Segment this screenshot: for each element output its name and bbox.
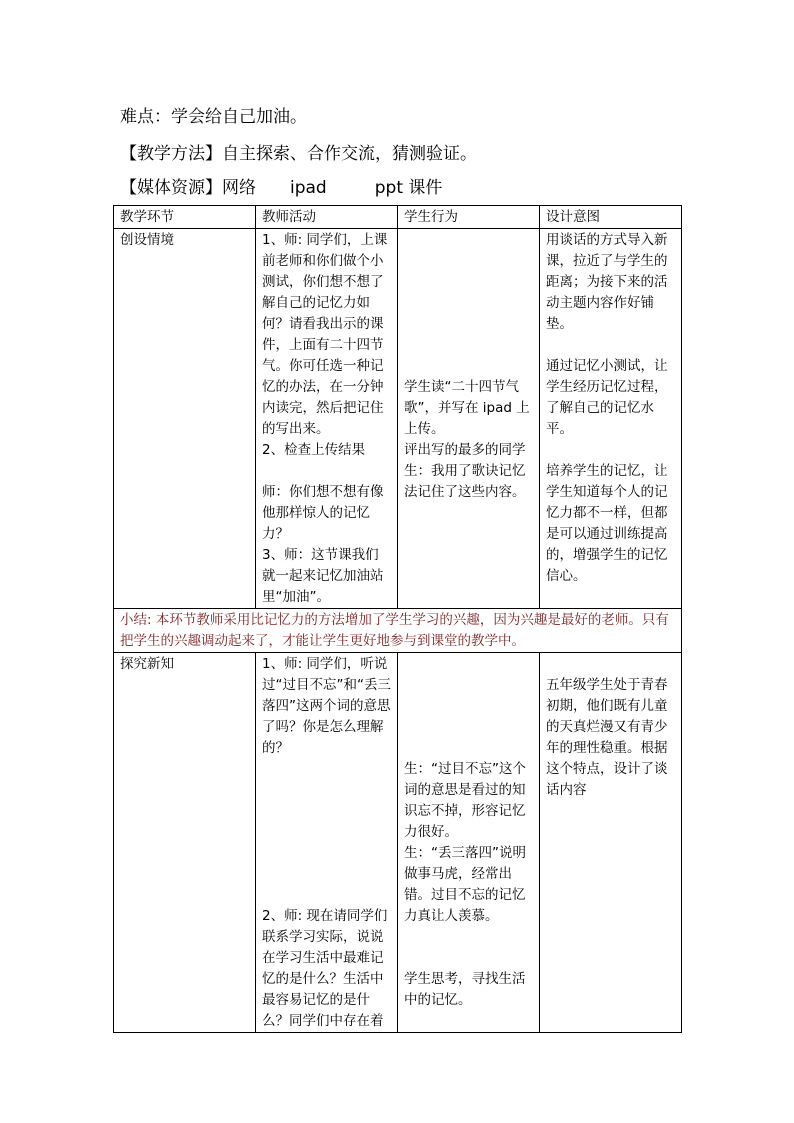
teacher-text: 3、师：这节课我们就一起来记忆加油站里“加油”。 bbox=[262, 547, 384, 605]
design-text: 培养学生的记忆，让学生知道每个人的记忆力都不一样，但都是可以通过训练提高的，增强学生的记忆信心。 bbox=[546, 463, 668, 584]
student-text: 生：“丢三落四”说明做事马虎，经常出错。过目不忘的记忆力真让人羡慕。 bbox=[404, 845, 526, 924]
header-design-intent: 设计意图 bbox=[540, 206, 682, 229]
media-resources-line bbox=[120, 176, 442, 200]
student-text: 评出写的最多的同学生：我用了歌诀记忆法记住了这些内容。 bbox=[404, 442, 526, 500]
teacher-text: 2、师: 现在请同学们联系学习实际，说说在学习生活中最难记忆的是什么？生活中最容易记忆的是什么？同学们中存在着 bbox=[262, 908, 388, 1029]
lesson-plan-table bbox=[113, 205, 682, 1033]
student-text: 生：“过目不忘”这个词的意思是看过的知识忘不掉，形容记忆力很好。 bbox=[404, 761, 526, 840]
teacher-text: 2、检查上传结果 bbox=[262, 442, 366, 458]
stage-cell: 创设情境 bbox=[114, 229, 256, 609]
teaching-method-line: 【教学方法】自主探索、合作交流，猜测验证。 bbox=[120, 144, 477, 164]
teacher-activity-cell bbox=[256, 229, 398, 609]
resources-ppt: ppt 课件 bbox=[374, 178, 443, 198]
student-text: 学生读“二十四节气歌”，并写在 ipad 上上传。 bbox=[404, 379, 530, 437]
teacher-text: 1、师: 同学们，听说过“过目不忘”和“丢三落四”这两个词的意思了吗？你是怎么理解的？ bbox=[262, 656, 391, 756]
design-intent-cell bbox=[540, 229, 682, 609]
difficulty-line: 难点：学会给自己加油。 bbox=[120, 107, 307, 127]
design-text: 用谈话的方式导入新课，拉近了与学生的距离；为接下来的活动主题内容作好铺垫。 bbox=[546, 232, 668, 332]
teacher-text: 师：你们想不想有像他那样惊人的记忆力？ bbox=[262, 484, 384, 542]
summary-row bbox=[114, 609, 682, 653]
table-header-row bbox=[114, 206, 682, 229]
student-behavior-cell bbox=[398, 229, 540, 609]
stage-cell: 探究新知 bbox=[114, 653, 256, 1033]
student-text: 学生思考，寻找生活中的记忆。 bbox=[404, 971, 526, 1008]
student-behavior-cell bbox=[398, 653, 540, 1033]
design-intent-cell bbox=[540, 653, 682, 1033]
resources-label: 【媒体资源】网络 bbox=[120, 178, 256, 198]
header-teacher-activity: 教师活动 bbox=[256, 206, 398, 229]
summary-text: 小结: 本环节教师采用比记忆力的方法增加了学生学习的兴趣，因为兴趣是最好的老师。只有把学生的兴趣调动起来了，才能让学生更好地参与到课堂的教学中。 bbox=[114, 609, 682, 653]
teacher-text: 1、师: 同学们，上课前老师和你们做个小测试，你们想不想了解自己的记忆力如何？请看我出示的课件，上面有二十四节气。你可任选一种记忆的办法，在一分钟内读完，然后把记住的写出来。 bbox=[262, 232, 388, 437]
header-stage: 教学环节 bbox=[114, 206, 256, 229]
resources-ipad: ipad bbox=[290, 178, 327, 198]
table-row bbox=[114, 653, 682, 1033]
design-text: 通过记忆小测试，让学生经历记忆过程，了解自己的记忆水平。 bbox=[546, 358, 668, 437]
design-text: 五年级学生处于青春初期，他们既有儿童的天真烂漫又有青少年的理性稳重。根据这个特点，设计了谈话内容 bbox=[546, 677, 668, 798]
header-student-behavior: 学生行为 bbox=[398, 206, 540, 229]
table-row bbox=[114, 229, 682, 609]
teacher-activity-cell bbox=[256, 653, 398, 1033]
